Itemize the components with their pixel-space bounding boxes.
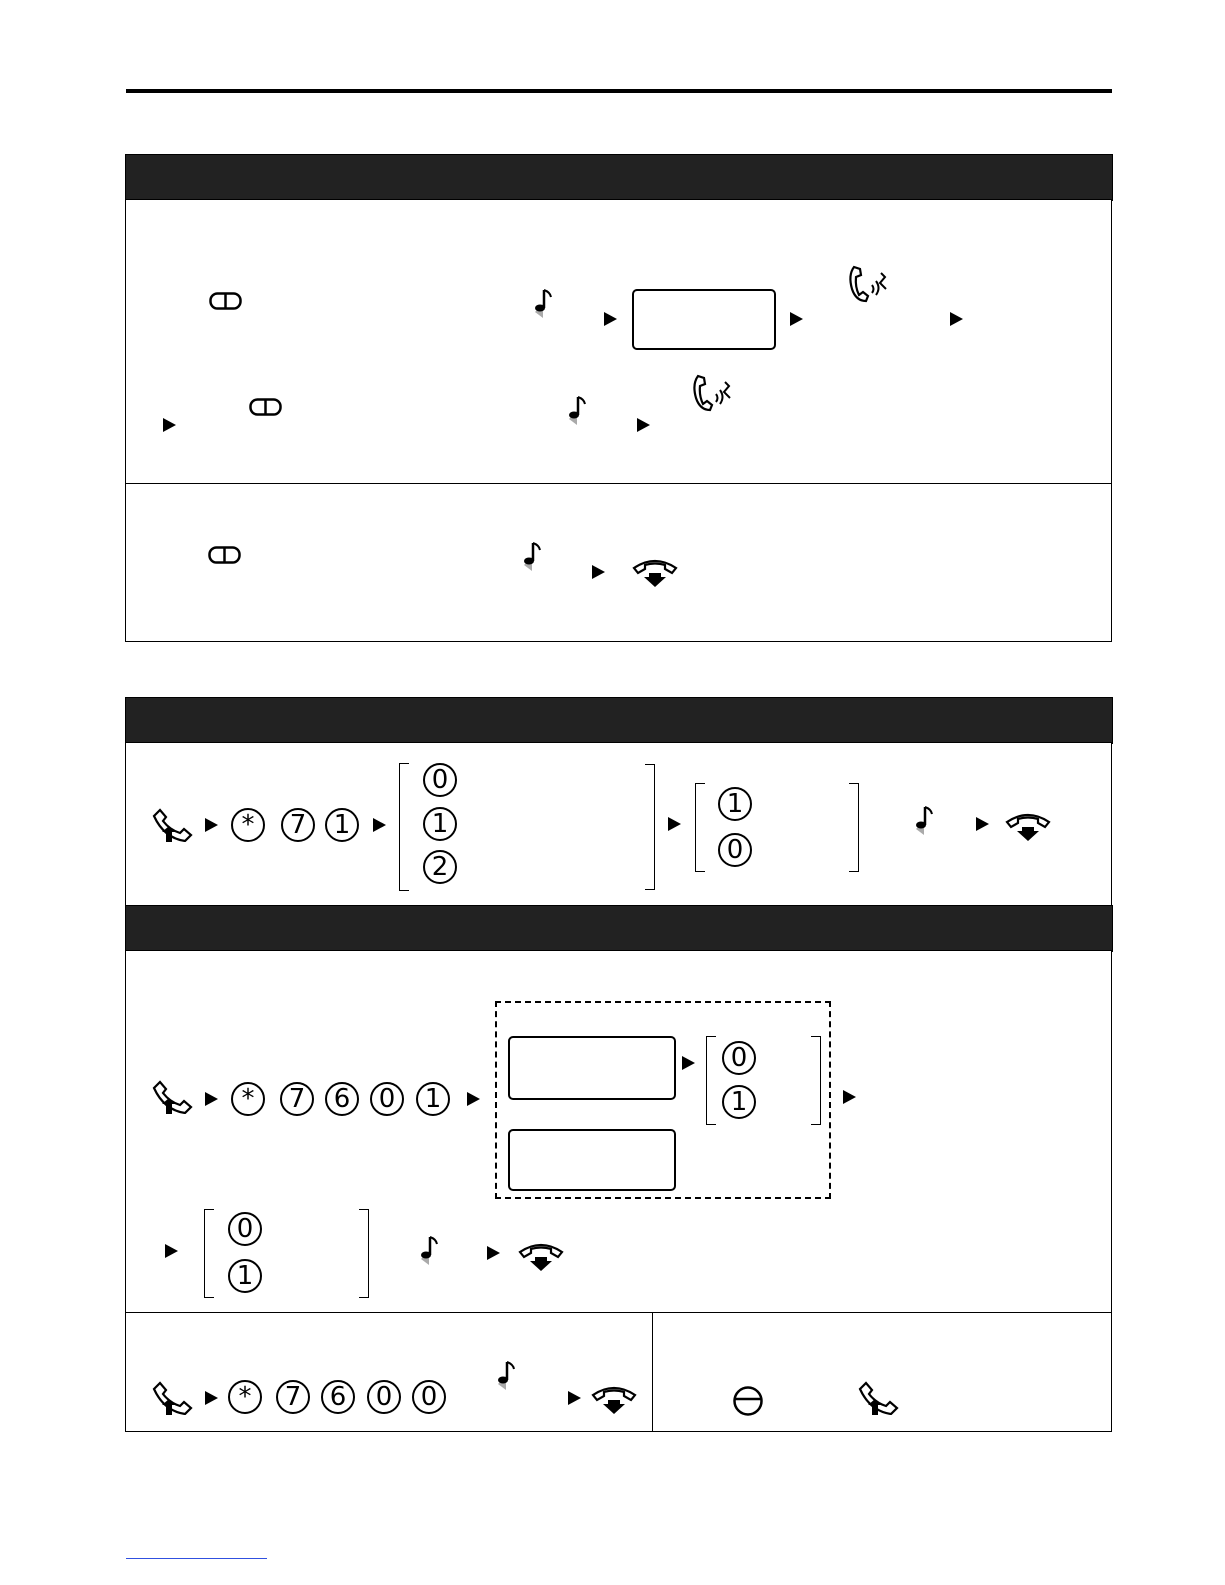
- on-hook-icon: [1003, 810, 1053, 842]
- step-arrow: [976, 817, 989, 831]
- option-key: 2: [423, 850, 457, 884]
- section-header-1: [125, 154, 1113, 201]
- feature-button-icon: [208, 546, 242, 564]
- dial-key: 6: [321, 1380, 355, 1414]
- step-arrow: [668, 817, 681, 831]
- on-hook-icon: [589, 1383, 639, 1415]
- step-arrow: [467, 1092, 480, 1106]
- feature-button-icon: [249, 398, 283, 416]
- option-key: 1: [423, 807, 457, 841]
- option-bracket: [645, 764, 655, 890]
- music-note-icon: [495, 1360, 517, 1392]
- off-hook-icon: [150, 1381, 196, 1415]
- music-note-icon: [566, 395, 588, 427]
- option-key: 0: [722, 1041, 756, 1075]
- dial-key: 0: [367, 1380, 401, 1414]
- step-arrow: [950, 312, 963, 326]
- step-arrow: [568, 1391, 581, 1405]
- option-bracket: [204, 1209, 214, 1298]
- link-underline[interactable]: [126, 1558, 267, 1559]
- off-hook-icon: [150, 1080, 196, 1114]
- dial-key: *: [228, 1380, 262, 1414]
- option-key: 0: [423, 763, 457, 797]
- option-key: 0: [718, 833, 752, 867]
- handset-talk-icon: [690, 372, 734, 414]
- display-box: [508, 1129, 676, 1191]
- option-bracket: [399, 763, 409, 891]
- circle-button-icon: [731, 1386, 765, 1416]
- dial-key: 7: [280, 1082, 314, 1116]
- on-hook-icon: [516, 1240, 566, 1272]
- display-box: [632, 289, 776, 350]
- top-rule: [126, 89, 1112, 93]
- dial-key: *: [231, 1082, 265, 1116]
- feature-button-icon: [209, 292, 243, 310]
- option-bracket: [359, 1209, 369, 1298]
- off-hook-icon: [150, 808, 196, 842]
- display-box: [508, 1036, 676, 1100]
- step-arrow: [790, 312, 803, 326]
- step-arrow: [205, 1092, 218, 1106]
- music-note-icon: [532, 288, 554, 320]
- step-arrow: [682, 1056, 695, 1070]
- section-body-1a: [125, 199, 1112, 485]
- dial-key: 7: [276, 1380, 310, 1414]
- section-body-4-left: [125, 1312, 655, 1432]
- step-arrow: [373, 818, 386, 832]
- music-note-icon: [913, 805, 935, 837]
- step-arrow: [604, 312, 617, 326]
- option-key: 1: [722, 1085, 756, 1119]
- step-arrow: [205, 1391, 218, 1405]
- section-header-2: [125, 697, 1113, 744]
- option-key: 1: [228, 1259, 262, 1293]
- section-header-3: [125, 905, 1113, 952]
- step-arrow: [163, 418, 176, 432]
- step-arrow: [165, 1244, 178, 1258]
- dial-key: 0: [370, 1082, 404, 1116]
- option-bracket: [811, 1036, 821, 1125]
- handset-talk-icon: [846, 263, 890, 305]
- dial-key: 7: [281, 808, 315, 842]
- off-hook-icon: [856, 1381, 902, 1415]
- music-note-icon: [521, 541, 543, 573]
- option-key: 1: [718, 787, 752, 821]
- option-bracket: [695, 783, 705, 872]
- option-bracket: [849, 783, 859, 872]
- step-arrow: [843, 1090, 856, 1104]
- step-arrow: [487, 1246, 500, 1260]
- step-arrow: [205, 818, 218, 832]
- on-hook-icon: [630, 556, 680, 588]
- step-arrow: [637, 418, 650, 432]
- dial-key: 1: [416, 1082, 450, 1116]
- music-note-icon: [418, 1235, 440, 1267]
- section-body-2: [125, 742, 1112, 907]
- option-bracket: [706, 1036, 716, 1125]
- dial-key: 6: [325, 1082, 359, 1116]
- option-key: 0: [228, 1212, 262, 1246]
- section-body-1b: [125, 483, 1112, 642]
- dial-key: 0: [412, 1380, 446, 1414]
- dial-key: 1: [325, 808, 359, 842]
- dial-key: *: [231, 808, 265, 842]
- step-arrow: [592, 565, 605, 579]
